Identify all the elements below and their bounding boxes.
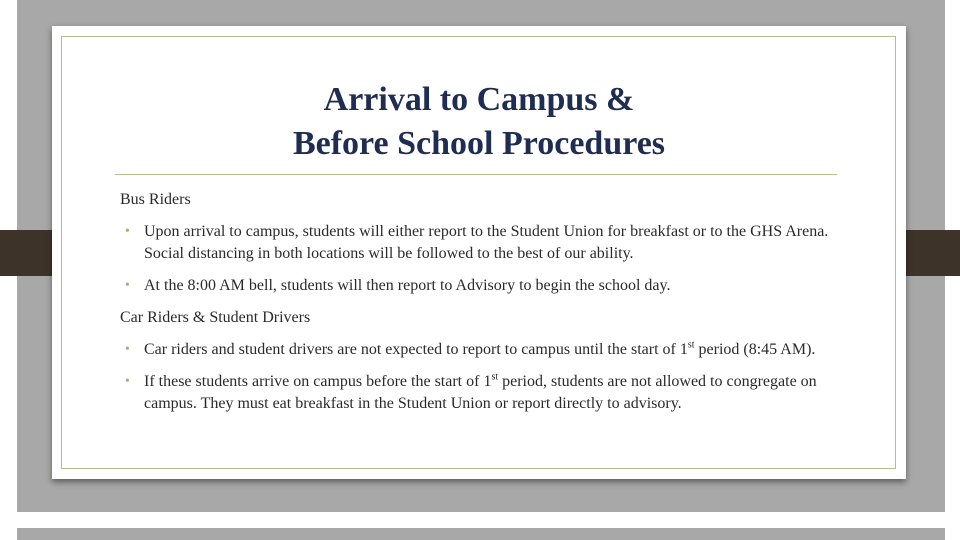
slide-content [120, 189, 840, 425]
next-slide-edge [17, 528, 945, 540]
list-item [120, 221, 840, 265]
title-divider [115, 174, 837, 175]
bullet-text: Car riders and student drivers are not expected to report to campus until the start of 1st period (8:45 AM). [144, 339, 816, 358]
list-item [120, 371, 840, 415]
car-riders-list [120, 339, 840, 415]
bullet-text: At the 8:00 AM bell, students will then report to Advisory to begin the school day. [144, 277, 671, 294]
title-line-1: Arrival to Campus & [323, 81, 635, 118]
list-item [120, 275, 840, 297]
bus-riders-list [120, 221, 840, 297]
bullet-text: If these students arrive on campus before the start of 1st period, students are not allowed to congregate on campus. They must eat breakfast in the Student Union or report directly to advisory. [144, 371, 817, 412]
bullet-icon: • [125, 224, 130, 239]
bullet-text: Upon arrival to campus, students will either report to the Student Union for breakfast or to the GHS Arena. Social distancing in both locations will be followed to the best of our ability. [144, 223, 829, 262]
slide [52, 26, 906, 479]
slide-title [52, 78, 906, 166]
title-line-2: Before School Procedures [292, 125, 666, 162]
section-heading-car-riders: Car Riders & Student Drivers [120, 309, 311, 326]
bullet-icon: • [125, 374, 130, 389]
list-item [120, 339, 840, 361]
section-heading-bus-riders: Bus Riders [120, 191, 191, 208]
bullet-icon: • [125, 278, 130, 293]
bullet-icon: • [125, 342, 130, 357]
